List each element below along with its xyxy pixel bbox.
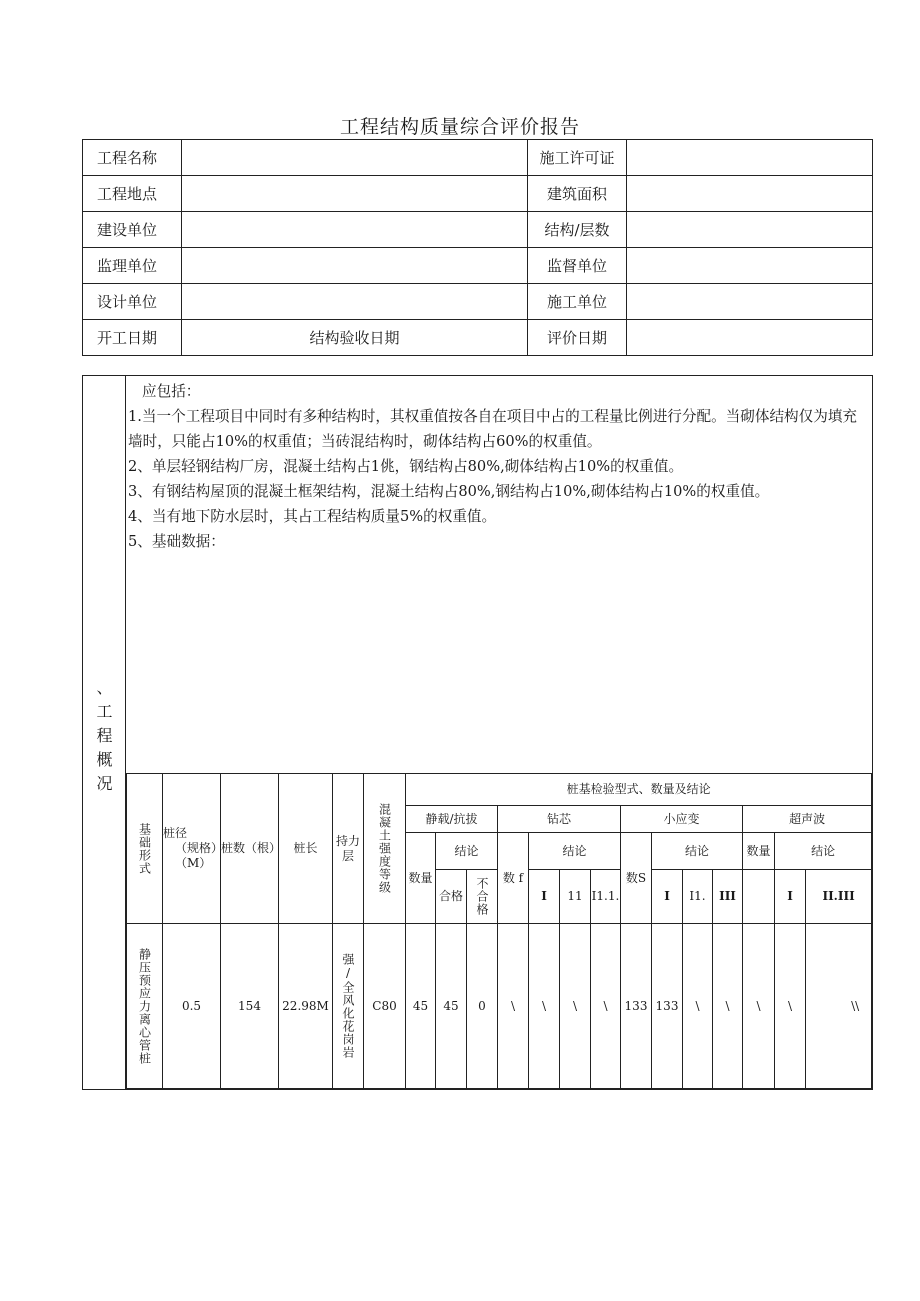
hdr-static-conclusion: 结论 [436,833,498,870]
row-static-qty: 45 [406,924,436,1089]
report-title: 工程结构质量综合评价报告 [339,116,580,138]
row-low-c2: \ [683,924,713,1089]
hdr-us-c1: I [775,870,806,924]
value-eval-date[interactable] [627,320,873,356]
row-static-pass: 45 [436,924,467,1089]
value-project-name[interactable] [182,140,528,176]
hdr-us-conclusion: 结论 [775,833,872,870]
hdr-core-c2: 11 [560,870,591,924]
value-designer[interactable] [182,284,528,320]
hdr-core-qty: 数 f [498,833,529,924]
row-us-c23: \\ [806,924,872,1089]
row-low-qty: 133 [621,924,652,1089]
row-static-fail: 0 [467,924,498,1089]
row-us-qty: \ [743,924,775,1089]
label-inspector: 监督单位 [528,248,627,284]
label-accept-date: 结构验收日期 [182,320,528,356]
overview-side-label: 、 工 程 概 况 [96,678,113,793]
hdr-core-c1: I [529,870,560,924]
label-developer: 建设单位 [83,212,182,248]
hdr-us-qty: 数量 [743,833,775,870]
note-item-1: 1.当一个工程项目中同时有多种结构时，其权重值按各自在项目中占的工程量比例进行分配。当砌体结构仅为填充墙时，只能占10%的权重值；当砖混结构时，砌体结构占60%的权重值。 [128,408,858,450]
value-area[interactable] [627,176,873,212]
hdr-concrete: 混凝土强度等级 [364,774,406,924]
row-low-c3: \ [713,924,743,1089]
row-length: 22.98M [279,924,333,1089]
hdr-ultrasonic: 超声波 [743,806,872,833]
hdr-diameter: 桩径 （规格） （M） [163,774,221,924]
project-info-table [82,139,873,356]
label-location: 工程地点 [83,176,182,212]
row-core-qty: \ [498,924,529,1089]
label-permit: 施工许可证 [528,140,627,176]
overview-notes [126,376,873,774]
row-count: 154 [221,924,279,1089]
row-low-c1: 133 [652,924,683,1089]
label-start-date: 开工日期 [83,320,182,356]
row-diameter: 0.5 [163,924,221,1089]
row-bearing: 强/全风化花岗岩 [333,924,364,1089]
hdr-static: 静载/抗拔 [406,806,498,833]
hdr-bearing: 持力层 [333,774,364,924]
label-contractor: 施工单位 [528,284,627,320]
pile-foundation-table [126,773,872,1089]
note-item-2: 2、单层轻钢结构厂房，混凝土结构占1佻，钢结构占80%,砌体结构占10%的权重值。 [128,458,684,475]
note-item-5: 5、基础数据： [128,533,225,550]
label-supervisor: 监理单位 [83,248,182,284]
row-core-c1: \ [529,924,560,1089]
value-contractor[interactable] [627,284,873,320]
label-structure: 结构/层数 [528,212,627,248]
hdr-low-strain: 小应变 [621,806,743,833]
row-foundation: 静压预应力离心管桩 [127,924,163,1089]
note-item-4: 4、当有地下防水层时，其占工程结构质量5%的权重值。 [128,508,497,525]
value-permit[interactable] [627,140,873,176]
hdr-core-conclusion: 结论 [529,833,621,870]
hdr-fail: 不合格 [467,870,498,924]
hdr-low-conclusion: 结论 [652,833,743,870]
row-us-c1: \ [775,924,806,1089]
hdr-test-title: 桩基检验型式、数量及结论 [406,774,872,806]
hdr-core-c3: I1.1. [591,870,621,924]
hdr-low-qty: 数S [621,833,652,924]
hdr-low-c3: III [713,870,743,924]
value-developer[interactable] [182,212,528,248]
value-inspector[interactable] [627,248,873,284]
row-core-c2: \ [560,924,591,1089]
hdr-us-c23: II.III [806,870,872,924]
row-concrete: C80 [364,924,406,1089]
hdr-foundation: 基础形式 [127,774,163,924]
label-area: 建筑面积 [528,176,627,212]
hdr-us-blank [743,870,775,924]
row-core-c3: \ [591,924,621,1089]
notes-intro: 应包括： [142,383,201,400]
label-project-name: 工程名称 [83,140,182,176]
hdr-low-c2: I1. [683,870,713,924]
overview-side-cell [83,376,126,1090]
value-location[interactable] [182,176,528,212]
pile-table-cell [126,773,873,1090]
hdr-pass: 合格 [436,870,467,924]
label-designer: 设计单位 [83,284,182,320]
label-eval-date: 评价日期 [528,320,627,356]
note-item-3: 3、有钢结构屋顶的混凝土框架结构，混凝土结构占80%,钢结构占10%,砌体结构占10%的权重值。 [128,483,770,500]
hdr-low-c1: I [652,870,683,924]
hdr-length: 桩长 [279,774,333,924]
hdr-count: 桩数（根） [221,774,279,924]
hdr-static-qty: 数量 [406,833,436,924]
overview-table [82,375,873,1090]
hdr-core: 钻芯 [498,806,621,833]
value-supervisor[interactable] [182,248,528,284]
value-structure[interactable] [627,212,873,248]
